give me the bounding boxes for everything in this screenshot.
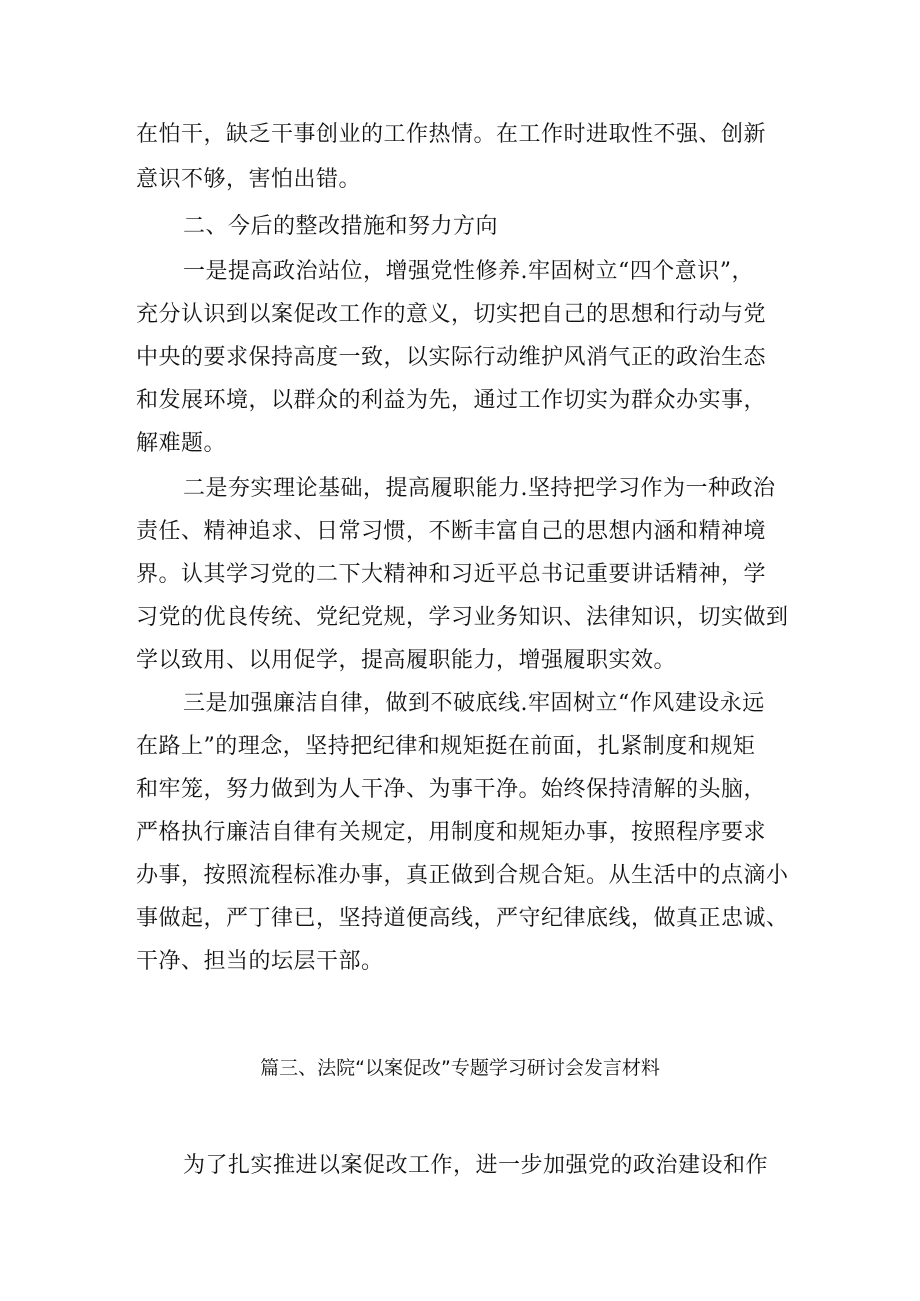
paragraph-first-line: 二是夯实理论基础，提高履职能力.坚持把学习作为一种政治 <box>183 476 776 501</box>
body-line: 事做起，严丁律已，坚持道便高线，严守纪律底线，做真正忠诚、 <box>136 906 789 931</box>
body-line: 严格执行廉洁自律有关规定，用制度和规矩办事，按照程序要求 <box>136 820 767 845</box>
body-line: 界。认其学习党的二下大精神和习近平总书记重要讲话精神，学 <box>136 562 767 587</box>
body-line: 习党的优良传统、党纪党规，学习业务知识、法律知识，切实做到 <box>136 605 789 630</box>
article-title: 篇三、法院“以案促改”专题学习研讨会发言材料 <box>260 1057 660 1079</box>
body-line: 干净、担当的坛层干部。 <box>136 949 384 974</box>
section-heading: 二、今后的整改措施和努力方向 <box>183 214 499 239</box>
body-line: 意识不够，害怕出错。 <box>136 167 362 192</box>
body-line: 解难题。 <box>136 431 227 456</box>
body-line: 在怕干，缺乏干事创业的工作热情。在工作时进取性不强、创新 <box>136 122 767 147</box>
paragraph-first-line: 三是加强廉洁自律，做到不破底线.牢固树立“作风建设永远 <box>183 691 765 716</box>
body-line: 和牢笼，努力做到为人干净、为事干净。始终保持清解的头脑， <box>136 777 767 802</box>
body-line: 责任、精神追求、日常习惯，不断丰富自己的思想内涵和精神境 <box>136 519 767 544</box>
body-line: 中央的要求保持高度一致，以实际行动维护风消气正的政治生态 <box>136 345 767 370</box>
paragraph-first-line: 为了扎实推进以案促改工作，进一步加强党的政治建设和作 <box>183 1153 769 1178</box>
body-line: 办事，按照流程标准办事，真正做到合规合矩。从生活中的点滴小 <box>136 863 789 888</box>
body-line: 和发展环境，以群众的利益为先，通过工作切实为群众办实事， <box>136 388 767 413</box>
body-line: 在路上”的理念，坚持把纪律和规矩挺在前面，扎紧制度和规矩 <box>136 734 756 759</box>
paragraph-first-line: 一是提高政治站位，增强党性修养.牢固树立“四个意识”， <box>183 259 754 284</box>
body-line: 充分认识到以案促改工作的意义，切实把自己的思想和行动与党 <box>136 302 767 327</box>
body-line: 学以致用、以用促学，提高履职能力，增强履职实效。 <box>136 648 677 673</box>
